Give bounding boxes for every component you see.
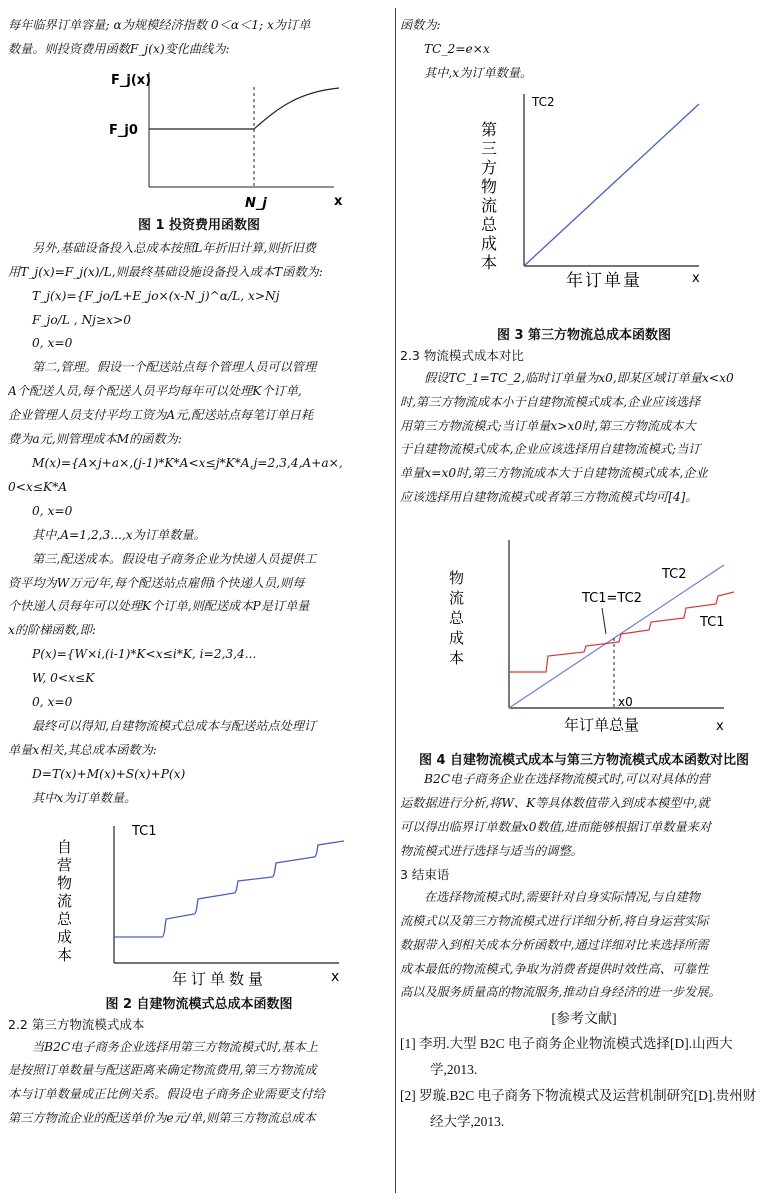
para4-line: B2C电子商务企业在选择物流模式时,可以对具体的营: [424, 772, 710, 787]
intro-line-2: 数量。则投资费用函数F_j(x)变化曲线为:: [8, 41, 230, 56]
intro-line-1: 每年临界订单容量; α为规模经济指数 0＜α＜1; x为订单: [8, 18, 311, 32]
fig3-xaxis-label: 年订单量: [566, 270, 642, 291]
right-column: [400, 0, 768, 1135]
references-title: [参考文献]: [551, 1012, 617, 1028]
para5-line: 在选择物流模式时,需要针对自身实际情况,与自建物: [424, 889, 700, 904]
figure-4-cost-comparison: [434, 530, 734, 745]
figure-1-investment-cost: [49, 62, 349, 212]
section-2-2-heading: 2.2 第三方物流模式成本: [8, 1016, 145, 1032]
para5-line: 数据带入到相关成本分析函数中,通过详细对比来选择所需: [400, 937, 709, 952]
para1-line: A个配送人员,每个配送人员平均每年可以处理K个订单,: [8, 384, 302, 399]
section-2-3-heading: 2.3 物流模式成本对比: [400, 347, 524, 363]
formula-line: D=T(x)+M(x)+S(x)+P(x): [32, 766, 186, 781]
para5-line: 流模式以及第三方物流模式进行详细分析,将自身运营实际: [400, 913, 709, 928]
fig2-step-curve: [114, 841, 344, 937]
para1-line: 最终可以得知,自建物流模式总成本与配送站点处理订: [32, 718, 317, 733]
para1-line: x的阶梯函数,即:: [8, 623, 96, 638]
para1-line: 资平均为W万元/年,每个配送站点雇佣i个快递人员,则每: [8, 575, 305, 590]
para3-line: 单量x=x0时,第三方物流成本大于自建物流模式成本,企业: [400, 466, 708, 481]
para4-line: 可以得出临界订单数量x0数值,进而能够根据订单数量来对: [400, 819, 712, 834]
fig4-eq-label: TC1=TC2: [582, 591, 642, 607]
fig3-xlabel: x: [692, 270, 700, 286]
para1-line: 个快递人员每年可以处理K个订单,则配送成本P是订单量: [8, 599, 310, 614]
figure-3-caption: 图 3 第三方物流总成本函数图: [496, 327, 672, 343]
para1-line: 第三,配送成本。假设电子商务企业为快递人员提供工: [32, 551, 317, 566]
para1-line: 费为a元,则管理成本M的函数为:: [8, 432, 182, 447]
fig4-xaxis-label: 年订单总量: [564, 716, 640, 735]
section-3-heading: 3 结束语: [400, 866, 450, 882]
formula-line: P(x)={W×i,(i-1)*K<x≤i*K, i=2,3,4...: [32, 647, 257, 662]
para3-line: 应该选择用自建物流模式或者第三方物流模式均可[4]。: [400, 490, 698, 505]
fig4-tc2-label: TC2: [662, 567, 687, 583]
fig4-eq-pointer: [602, 608, 606, 634]
formula-line: 0<x≤K*A: [8, 479, 68, 494]
fig1-y0-label: F_j0: [109, 122, 138, 138]
figure-2-caption: 图 2 自建物流模式总成本函数图: [105, 996, 293, 1012]
para1-line: 用T_j(x)=F_j(x)/L,则最终基础设施设备投入成本T函数为:: [8, 264, 323, 279]
para1-line: 单量x相关,其总成本函数为:: [8, 742, 157, 757]
formula-line: TC_2=e×x: [424, 41, 490, 56]
fig1-xbreak-label: N_j: [245, 195, 267, 211]
figure-2-self-built-cost: [44, 811, 354, 991]
right-top-line: 其中,x为订单数量。: [424, 65, 533, 80]
fig4-x0-label: x0: [618, 695, 633, 710]
para1-line: 另外,基础设备投入总成本按照L年折旧计算,则折旧费: [32, 240, 316, 255]
formula-line: M(x)={A×j+a×,(j-1)*K*A<x≤j*K*A,j=2,3,4,A+a×,: [32, 455, 343, 470]
figure-1-caption: 图 1 投资费用函数图: [137, 217, 261, 233]
figure-4-caption: 图 4 自建物流模式成本与第三方物流模式成本函数对比图: [418, 753, 750, 769]
formula-line: F_jo/L , Nj≥x>0: [32, 312, 131, 327]
formula-line: W, 0<x≤K: [32, 671, 95, 686]
fig3-yaxis-label: 第三方物流总成本: [478, 120, 498, 273]
fig2-yaxis-label: 自营物流总成本: [55, 838, 73, 965]
para2-line: 第三方物流企业的配送单价为e元/单,则第三方物流总成本: [8, 1111, 316, 1126]
para2-line: 本与订单数量成正比例关系。假设电子商务企业需要支付给: [8, 1087, 325, 1102]
fig3-tc2-label: TC2: [532, 94, 555, 109]
fig4-tc2-line: [509, 565, 724, 708]
fig1-xlabel: x: [334, 193, 343, 209]
right-top-line: 函数为:: [400, 18, 441, 32]
para3-line: 假设TC_1=TC_2,临时订单量为x0,即某区域订单量x<x0: [424, 370, 734, 385]
fig4-yaxis-label: 物流总成本: [447, 570, 465, 671]
para1-line: 其中,A=1,2,3...,x为订单数量。: [32, 527, 206, 542]
para3-line: 于自建物流模式成本,企业应该选择用自建物流模式;当订: [400, 442, 701, 457]
formula-line: 0, x=0: [32, 695, 73, 710]
para3-line: 时,第三方物流成本小于自建物流模式成本,企业应该选择: [400, 394, 701, 409]
para1-line: 第二,管理。假设一个配送站点每个管理人员可以管理: [32, 360, 317, 375]
formula-line: 0, x=0: [32, 336, 73, 351]
fig2-xlabel: x: [331, 968, 340, 985]
para5-line: 成本最低的物流模式,争取为消费者提供时效性高、可靠性: [400, 961, 709, 976]
column-divider: [395, 8, 396, 1193]
figure-3-third-party-cost: [454, 86, 714, 326]
para2-line: 当B2C电子商务企业选择用第三方物流模式时,基本上: [32, 1039, 318, 1054]
fig3-line: [524, 104, 699, 266]
formula-line: 0, x=0: [32, 503, 73, 518]
para3-line: 用第三方物流模式;当订单量x>x0时,第三方物流成本大: [400, 418, 696, 433]
para4-line: 运数据进行分析,将W、K等具体数值带入到成本模型中,就: [400, 796, 710, 811]
para5-line: 高以及服务质量高的物流服务,推动自身经济的进一步发展。: [400, 985, 721, 1000]
fig4-tc1-label: TC1: [700, 615, 725, 631]
fig1-curve: [149, 88, 339, 129]
para1-line: 其中x为订单数量。: [32, 790, 137, 805]
reference-item: [2] 罗璇.B2C 电子商务下物流模式及运营机制研究[D].贵州财经大学,2013.: [400, 1088, 757, 1130]
fig4-xlabel: x: [716, 719, 724, 735]
fig2-xaxis-label: 年订单数量: [172, 969, 268, 988]
para1-line: 企业管理人员支付平均工资为A元,配送站点每笔订单日耗: [8, 408, 314, 423]
formula-line: T_j(x)={F_jo/L+E_jo×(x-N_j)^α/L, x>Nj: [32, 288, 280, 303]
fig2-tc1-label: TC1: [132, 823, 157, 839]
reference-item: [1] 李玥.大型 B2C 电子商务企业物流模式选择[D].山西大学,2013.: [400, 1036, 733, 1078]
fig1-ylabel: F_j(x): [111, 72, 152, 88]
left-column: [8, 0, 390, 1131]
para4-line: 物流模式进行选择与适当的调整。: [400, 843, 583, 858]
para2-line: 是按照订单数量与配送距离来确定物流费用,第三方物流成: [8, 1063, 317, 1078]
